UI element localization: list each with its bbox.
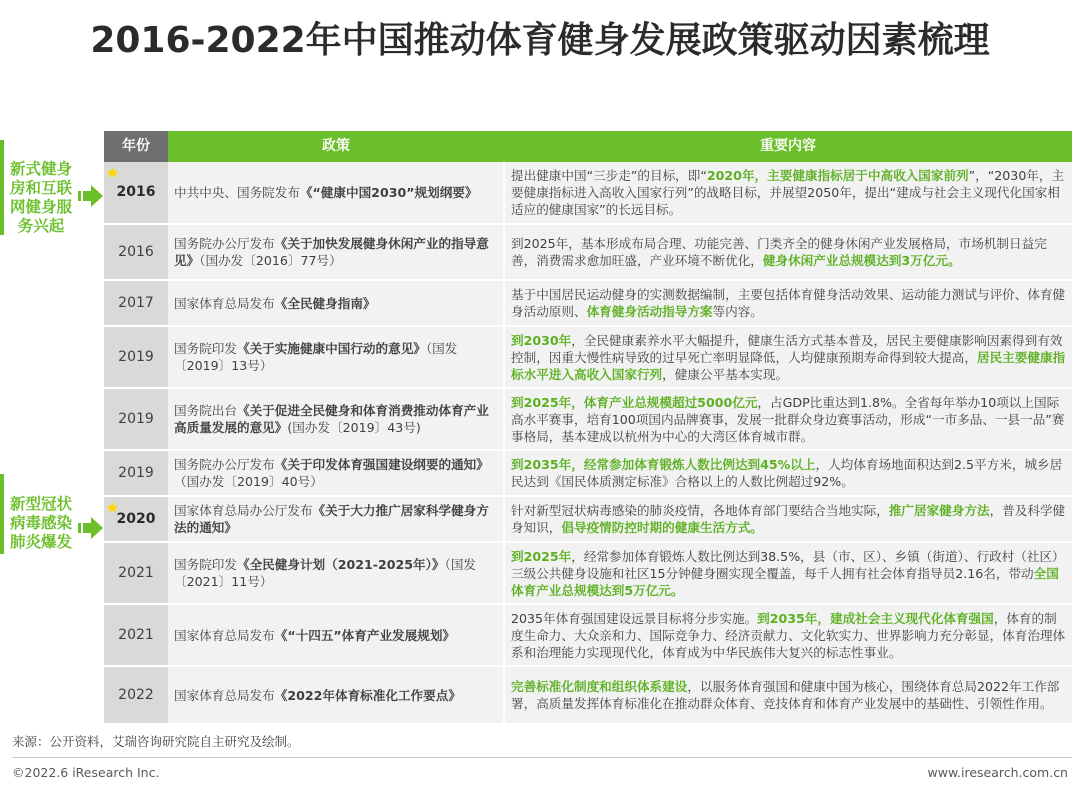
cell-policy-segment: 《全民健身指南》 [274, 295, 376, 311]
cell-year [104, 666, 168, 724]
cell-content-segment: ，经常参加体育锻炼人数比例达到38.5%，县（市、区）、乡镇（街道）、行政村（社区）三级公共健身设施和社区15分钟健身圈实现全覆盖，每千人拥有社会体育指导员2.16名，带动 [511, 548, 1065, 581]
year-text: 2017 [118, 294, 154, 311]
cell-policy [168, 450, 504, 496]
cell-content-segment: 2035年体育强国建设远景目标将分步实施。 [511, 610, 758, 626]
cell-policy-segment: 中共中央、国务院发布 [174, 185, 300, 200]
cell-policy [168, 162, 504, 224]
cell-policy-segment: 《关于印发体育强国建设纲要的通知》 [274, 457, 489, 472]
cell-policy [168, 326, 504, 388]
cell-policy-segment: 国务院办公厅发布 [174, 457, 275, 472]
side-accent-bar-2 [0, 474, 4, 554]
table-row [104, 280, 1072, 326]
cell-content-segment: ，健康公平基本实现。 [662, 366, 789, 382]
cell-content-segment: ，以服务体育强国和健康中国为核心，围绕体育总局2022年工作部署，高质量发挥体育标准化在推动群众体育、竞技体育和体育产业发展中的基础性、引领性作用。 [511, 679, 1060, 711]
cell-content [504, 604, 1072, 666]
cell-policy-segment: （国发〔2019〕13号） [174, 341, 458, 373]
cell-policy-segment: 国务院办公厅发布 [174, 236, 275, 251]
cell-content [504, 224, 1072, 280]
side-label-line: 病毒感染 [9, 514, 72, 532]
side-label-line: 新式健身 [9, 160, 72, 178]
table-row [104, 496, 1072, 542]
cell-content [504, 450, 1072, 496]
cell-content [504, 326, 1072, 388]
cell-policy-segment: 《关于促进全民健身和体育消费推动体育产业高质量发展的意见》 [174, 403, 489, 435]
cell-policy-segment: （国办发〔2016〕77号） [199, 253, 342, 268]
year-text: 2021 [118, 564, 154, 581]
table-row [104, 604, 1072, 666]
header-policy: 政策 [168, 131, 504, 162]
cell-content [504, 666, 1072, 724]
cell-year [104, 542, 168, 604]
year-text: 2019 [118, 348, 154, 365]
year-text: 2016 [116, 184, 156, 200]
cell-policy-segment: 国家体育总局发布 [174, 295, 275, 311]
page-title: 2016-2022年中国推动体育健身发展政策驱动因素梳理 [90, 20, 990, 61]
cell-policy [168, 224, 504, 280]
cell-year [104, 280, 168, 326]
cell-content-segment: 到2035年，经常参加体育锻炼人数比例达到45%以上 [511, 457, 816, 472]
cell-policy-segment: 《关于加快发展健身休闲产业的指导意见》 [174, 236, 489, 268]
cell-year [104, 224, 168, 280]
table-header-row [104, 131, 1072, 162]
table-row [104, 542, 1072, 604]
cell-policy [168, 496, 504, 542]
cell-policy-segment: 国家体育总局发布 [174, 687, 275, 703]
cell-content-segment: 到2030年 [511, 332, 572, 348]
source-note: 来源：公开资料，艾瑞咨询研究院自主研究及绘制。 [12, 734, 300, 749]
cell-year [104, 496, 168, 542]
year-text: 2016 [118, 243, 154, 260]
cell-policy-segment: (国办发〔2019〕43号) [287, 420, 421, 435]
year-text: 2019 [118, 464, 154, 481]
header-content: 重要内容 [504, 131, 1072, 162]
cell-policy-segment: 国务院出台 [174, 403, 237, 418]
cell-policy [168, 666, 504, 724]
cell-content [504, 542, 1072, 604]
cell-content-segment: ，体育的制度生命力、大众亲和力、国际竞争力、经济贡献力、文化软实力、世界影响力充分彰显，体育治理体系和治理能力实现现代化，体育成为中华民族伟大复兴的标志性事业。 [511, 610, 1066, 660]
year-text: 2019 [118, 410, 154, 427]
cell-year [104, 326, 168, 388]
side-accent-bar-1 [0, 140, 4, 235]
table-row [104, 388, 1072, 450]
cell-content-segment: 推广居家健身方法 [888, 503, 990, 518]
table-row [104, 162, 1072, 224]
cell-policy-segment: 《2022年体育标准化工作要点》 [274, 687, 461, 703]
side-label-covid [6, 495, 76, 552]
cell-content-segment: 到2035年，建成社会主义现代化体育强国 [757, 610, 994, 626]
side-label-line: 务兴起 [17, 217, 65, 235]
cell-policy [168, 280, 504, 326]
cell-year [104, 162, 168, 224]
policy-table [104, 131, 1072, 725]
cell-year [104, 450, 168, 496]
star-icon [106, 501, 119, 514]
side-label-line: 网健身服 [9, 198, 72, 216]
side-label-line: 肺炎爆发 [9, 533, 72, 551]
cell-content-segment: 等内容。 [712, 304, 763, 319]
side-label-fitness [6, 160, 76, 236]
cell-policy-segment: 《全民健身计划（2021-2025年）》 [236, 557, 445, 572]
cell-content-segment: ，全民健康素养水平大幅提升，健康生活方式基本普及，居民主要健康影响因素得到有效控制，因重大慢性病导致的过早死亡率明显降低，人均健康预期寿命得到较大提高， [511, 332, 1063, 365]
cell-policy-segment: 《关于大力推广居家科学健身方法的通知》 [174, 503, 489, 535]
cell-policy-segment: 国家体育总局发布 [174, 627, 275, 643]
table-row [104, 450, 1072, 496]
cell-content-segment: 到2025年，体育产业总规模超过5000亿元 [511, 394, 758, 410]
cell-policy-segment: 国务院印发 [174, 341, 237, 356]
cell-content [504, 162, 1072, 224]
year-text: 2020 [116, 510, 156, 527]
website: www.iresearch.com.cn [927, 765, 1068, 780]
cell-content-segment: ，占GDP比重达到1.8%。全省每年举办10项以上国际高水平赛事，培育100项国内品牌赛事，发展一批群众身边赛事活动，形成“一市多品、一县一品”赛事格局，基本建成以杭州为中心的大湾区体育城市群。 [511, 394, 1065, 444]
cell-content-segment: ，普及科学健身知识， [511, 503, 1066, 535]
cell-content-segment: 到2025年，基本形成布局合理、功能完善、门类齐全的健身休闲产业发展格局，市场机制日益完善，消费需求愈加旺盛，产业环境不断优化， [511, 236, 1047, 268]
cell-content-segment: 体育健身活动指导方案 [586, 304, 713, 319]
cell-content-segment: 全国体育产业总规模达到5万亿元。 [511, 565, 1059, 598]
cell-year [104, 388, 168, 450]
cell-content-segment: 针对新型冠状病毒感染的肺炎疫情，各地体育部门要结合当地实际， [511, 503, 889, 518]
cell-policy-segment: 国家体育总局办公厅发布 [174, 503, 313, 518]
year-text: 2022 [118, 686, 154, 703]
table-row [104, 224, 1072, 280]
cell-content-segment: ”，“2030年，主要健康指标进入高收入国家行列”的战略目标，并展望2050年，提出“建成与社会主义现代化国家相适应的健康国家”的长远目标。 [511, 168, 1065, 217]
table-row [104, 666, 1072, 724]
star-icon [106, 166, 119, 179]
side-label-line: 房和互联 [9, 179, 72, 197]
side-label-line: 新型冠状 [9, 495, 72, 513]
cell-content-segment: 倡导疫情防控时期的健康生活方式。 [561, 520, 763, 535]
cell-content-segment: 提出健康中国“三步走”的目标，即“ [511, 168, 707, 183]
cell-content-segment: 健身休闲产业总规模达到3万亿元。 [762, 253, 961, 268]
right-arrow-icon [78, 515, 104, 541]
cell-content-segment: ，人均体育场地面积达到2.5平方米，城乡居民达到《国民体质测定标准》合格以上的人数比例超过92%。 [511, 457, 1063, 489]
cell-policy-segment: 《关于实施健康中国行动的意见》 [236, 341, 426, 356]
cell-content [504, 280, 1072, 326]
cell-content-segment: 完善标准化制度和组织体系建设 [511, 679, 688, 694]
year-text: 2021 [118, 626, 154, 643]
table-row [104, 326, 1072, 388]
cell-content-segment: 到2025年 [511, 548, 572, 564]
cell-policy-segment: 《“十四五”体育产业发展规划》 [274, 627, 456, 643]
cell-policy [168, 388, 504, 450]
cell-policy-segment: 国务院印发 [174, 557, 237, 572]
right-arrow-icon [78, 183, 104, 209]
cell-policy-segment: 《“健康中国2030”规划纲要》 [299, 185, 478, 200]
cell-policy [168, 604, 504, 666]
cell-year [104, 604, 168, 666]
cell-content-segment: 居民主要健康指标水平进入高收入国家行列 [511, 349, 1066, 382]
header-year: 年份 [104, 131, 168, 162]
cell-content-segment: 基于中国居民运动健身的实测数据编制，主要包括体育健身活动效果、运动能力测试与评价、体育健身活动原则、 [511, 287, 1066, 319]
copyright: ©2022.6 iResearch Inc. [12, 765, 160, 780]
cell-policy [168, 542, 504, 604]
cell-policy-segment: （国发〔2021〕11号） [174, 557, 477, 589]
cell-policy-segment: （国办发〔2019〕40号） [174, 474, 323, 489]
footer-divider [12, 757, 1072, 758]
cell-content [504, 388, 1072, 450]
cell-content [504, 496, 1072, 542]
cell-content-segment: 2020年，主要健康指标居于中高收入国家前列 [706, 168, 969, 183]
